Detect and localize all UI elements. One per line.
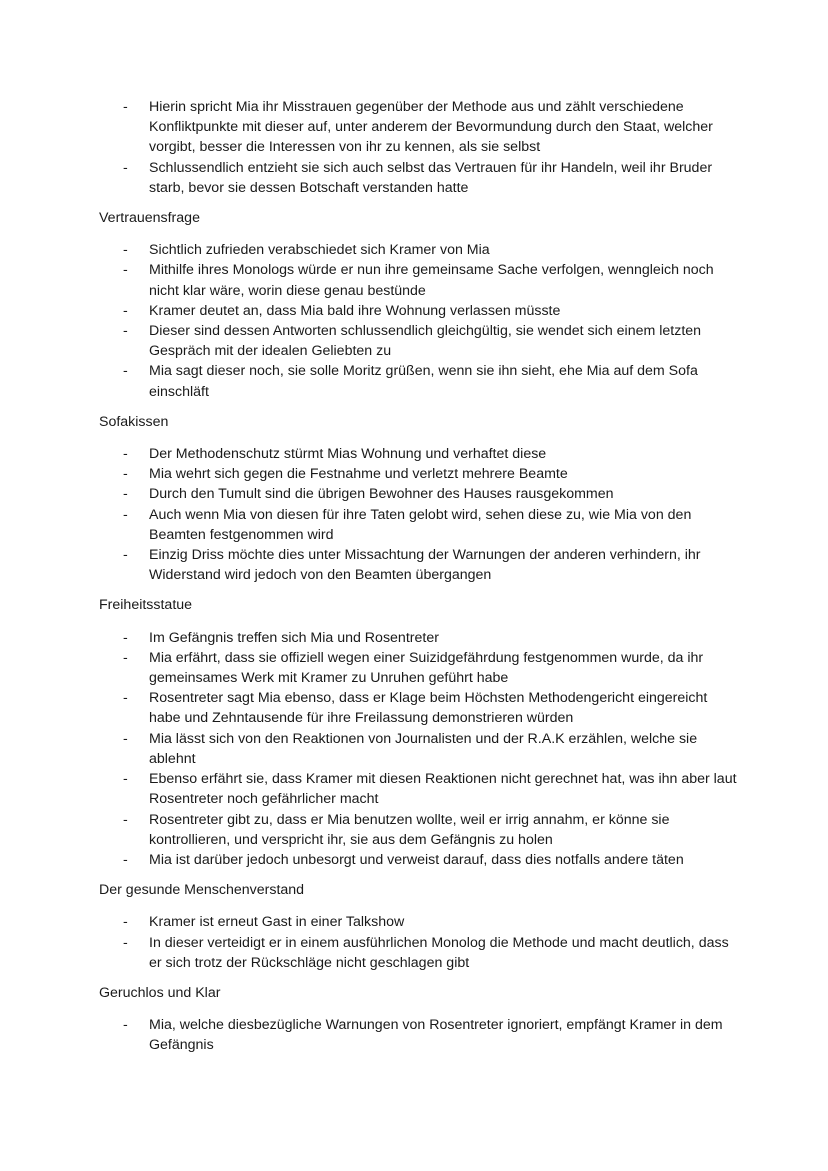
bullet-dash: - <box>123 730 128 747</box>
bullet-dash: - <box>123 547 128 564</box>
list-item <box>0 648 828 688</box>
list-item-text: Auch wenn Mia von diesen für ihre Taten gelobt wird, sehen diese zu, wie Mia von den Beamten festgenommen wird <box>149 506 692 543</box>
list-item-text: Mia wehrt sich gegen die Festnahme und verletzt mehrere Beamte <box>149 466 568 483</box>
bullet-dash: - <box>123 1017 128 1034</box>
bullet-dash: - <box>123 446 128 463</box>
list-item-text: Mithilfe ihres Monologs würde er nun ihre gemeinsame Sache verfolgen, wenngleich noch nicht klar wäre, worin diese genau bestünde <box>149 262 714 299</box>
section <box>0 880 828 973</box>
section <box>0 412 828 586</box>
bullet-dash: - <box>123 466 128 483</box>
list-item-text: Im Gefängnis treffen sich Mia und Rosentreter <box>149 629 439 646</box>
list-item-text: Rosentreter sagt Mia ebenso, dass er Klage beim Höchsten Methodengericht eingereicht habe und Zehntausende für ihre Freilassung demonstrieren würden <box>149 690 708 727</box>
section-heading: Geruchlos und Klar <box>99 984 221 1001</box>
list-item-text: Dieser sind dessen Antworten schlussendlich gleichgültig, sie wendet sich einem letzten Gespräch mit der idealen Geliebten zu <box>149 323 702 360</box>
section-heading: Der gesunde Menschenverstand <box>99 882 305 899</box>
list-item-text: Der Methodenschutz stürmt Mias Wohnung und verhaftet diese <box>149 446 547 463</box>
list-item-text: Schlussendlich entzieht sie sich auch selbst das Vertrauen für ihr Handeln, weil ihr Bruder starb, bevor sie dessen Botschaft verstanden hatte <box>149 159 713 196</box>
list-item <box>0 810 828 850</box>
list-item-text: Kramer ist erneut Gast in einer Talkshow <box>149 914 405 931</box>
list-item <box>0 933 828 973</box>
list-item <box>0 769 828 809</box>
bullet-dash: - <box>123 629 128 646</box>
list-item-text: Mia erfährt, dass sie offiziell wegen einer Suizidgefährdung festgenommen wurde, da ihr gemeinsames Werk mit Kramer zu Unruhen geführt habe <box>149 649 704 687</box>
list-item <box>0 912 828 932</box>
bullet-dash: - <box>123 242 128 259</box>
bullet-list <box>0 444 828 585</box>
bullet-list <box>0 1015 828 1055</box>
bullet-dash: - <box>123 851 128 868</box>
list-item <box>0 688 828 728</box>
list-item-text: In dieser verteidigt er in einem ausführlichen Monolog die Methode und macht deutlich, dass er sich trotz der Rückschläge nicht geschlagen gibt <box>149 934 729 971</box>
list-item <box>0 260 828 300</box>
bullet-list <box>0 912 828 973</box>
list-item <box>0 321 828 361</box>
bullet-dash: - <box>123 771 128 788</box>
list-item <box>0 545 828 585</box>
section <box>0 0 828 198</box>
list-item-text: Durch den Tumult sind die übrigen Bewohner des Hauses rausgekommen <box>149 486 614 503</box>
bullet-dash: - <box>123 486 128 503</box>
list-item <box>0 240 828 260</box>
section <box>0 595 828 870</box>
list-item <box>0 361 828 401</box>
list-item <box>0 729 828 769</box>
section-heading: Sofakissen <box>99 413 169 430</box>
list-item-text: Einzig Driss möchte dies unter Missachtung der Warnungen der anderen verhindern, ihr Widerstand wird jedoch von den Beamten übergangen <box>149 547 701 584</box>
section <box>0 208 828 402</box>
list-item <box>0 484 828 504</box>
list-item <box>0 444 828 464</box>
section-heading: Vertrauensfrage <box>99 210 200 227</box>
bullet-dash: - <box>123 914 128 931</box>
list-item <box>0 97 828 158</box>
bullet-dash: - <box>123 649 128 666</box>
bullet-list <box>0 628 828 870</box>
list-item-text: Mia, welche diesbezügliche Warnungen von Rosentreter ignoriert, empfängt Kramer in dem Gefängnis <box>149 1017 723 1054</box>
list-item <box>0 1015 828 1055</box>
list-item <box>0 505 828 545</box>
bullet-dash: - <box>123 934 128 951</box>
bullet-list <box>0 240 828 402</box>
bullet-dash: - <box>123 323 128 340</box>
list-item <box>0 464 828 484</box>
list-item-text: Ebenso erfährt sie, dass Kramer mit diesen Reaktionen nicht gerechnet hat, was ihn aber laut Rosentreter noch gefährlicher macht <box>149 771 737 808</box>
list-item <box>0 158 828 198</box>
bullet-dash: - <box>123 363 128 380</box>
section <box>0 983 828 1056</box>
list-item-text: Hierin spricht Mia ihr Misstrauen gegenüber der Methode aus und zählt verschiedene Konfliktpunkte mit dieser auf, unter anderem der Bevormundung durch den Staat, welcher vorgibt, besser die Interessen von ihr zu kennen, als sie selbst <box>149 99 713 156</box>
bullet-dash: - <box>123 811 128 828</box>
bullet-dash: - <box>123 506 128 523</box>
list-item-text: Sichtlich zufrieden verabschiedet sich Kramer von Mia <box>149 242 490 259</box>
list-item-text: Kramer deutet an, dass Mia bald ihre Wohnung verlassen müsste <box>149 302 561 319</box>
bullet-dash: - <box>123 302 128 319</box>
bullet-dash: - <box>123 159 128 176</box>
list-item <box>0 301 828 321</box>
bullet-dash: - <box>123 262 128 279</box>
list-item-text: Rosentreter gibt zu, dass er Mia benutzen wollte, weil er irrig annahm, er könne sie kontrollieren, und verspricht ihr, sie aus dem Gefängnis zu holen <box>149 811 670 848</box>
bullet-list <box>0 97 828 198</box>
section-heading: Freiheitsstatue <box>99 597 193 614</box>
bullet-dash: - <box>123 690 128 707</box>
list-item-text: Mia sagt dieser noch, sie solle Moritz grüßen, wenn sie ihn sieht, ehe Mia auf dem Sofa einschläft <box>149 363 698 400</box>
list-item <box>0 628 828 648</box>
list-item <box>0 850 828 870</box>
bullet-dash: - <box>123 99 128 115</box>
list-item-text: Mia ist darüber jedoch unbesorgt und verweist darauf, dass dies notfalls andere täten <box>149 851 684 868</box>
list-item-text: Mia lässt sich von den Reaktionen von Journalisten und der R.A.K erzählen, welche sie ablehnt <box>149 730 698 767</box>
